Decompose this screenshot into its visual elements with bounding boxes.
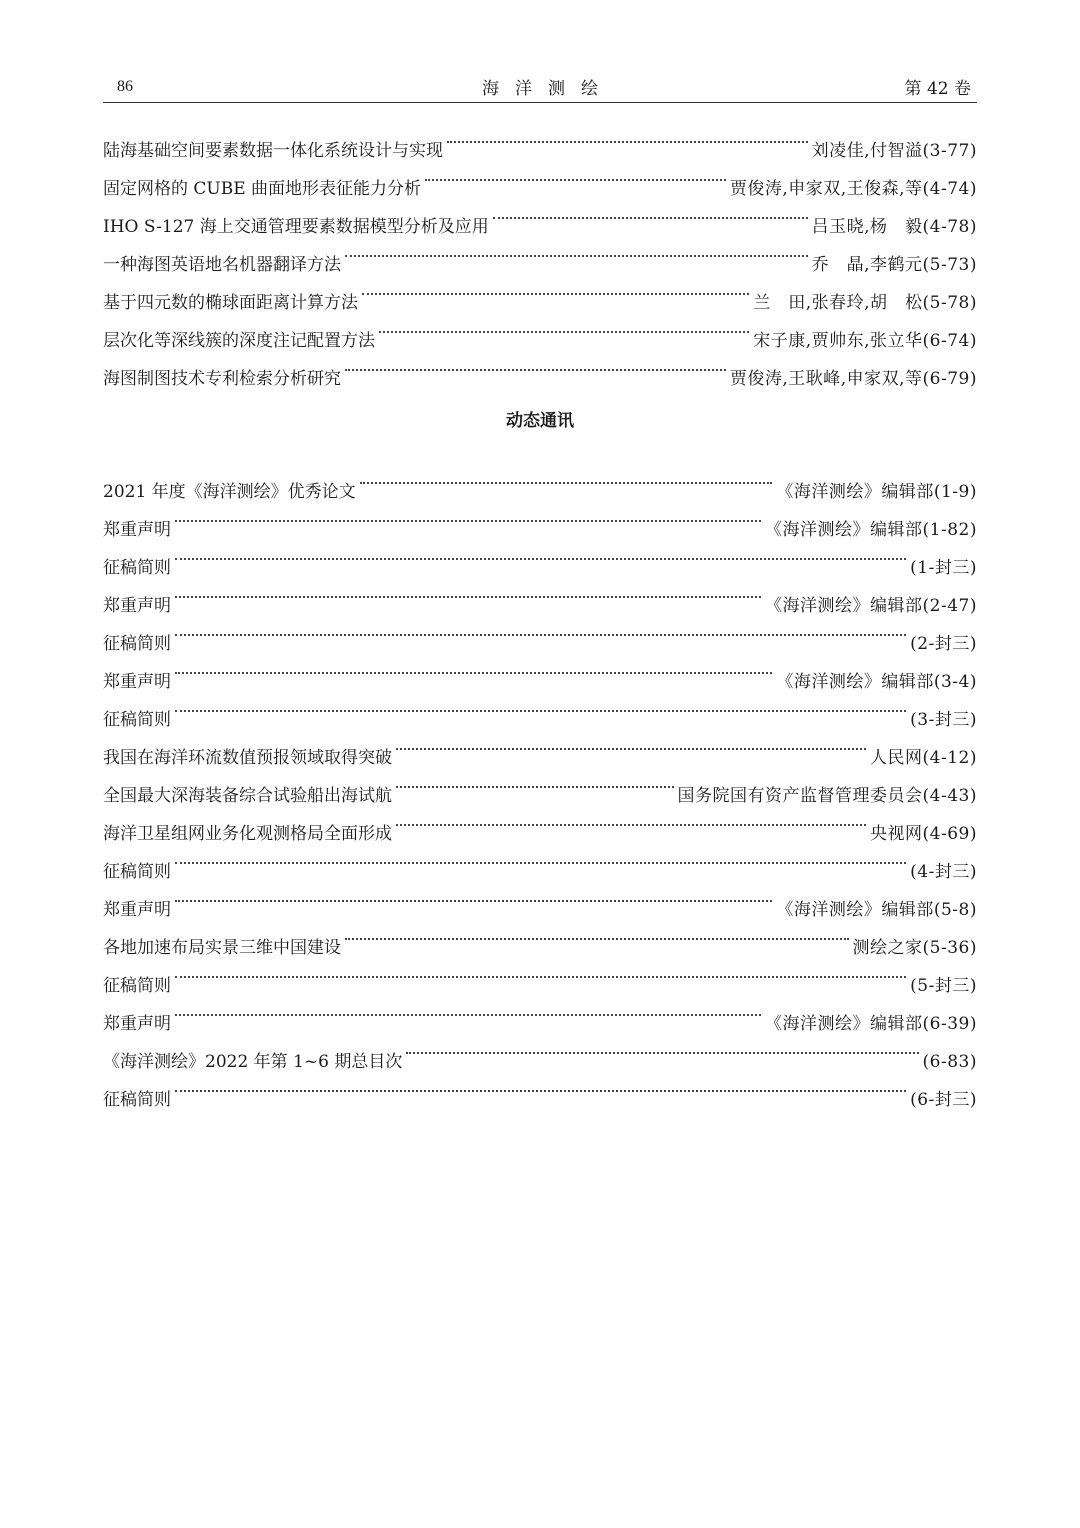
dot-leader (175, 953, 906, 991)
entry-title: 基于四元数的椭球面距离计算方法 (103, 293, 358, 313)
dot-leader (175, 839, 906, 877)
toc-entry[interactable] (103, 573, 977, 616)
entry-author: (5-封三) (910, 976, 977, 996)
entry-author: 刘凌佳,付智溢(3-77) (811, 141, 977, 161)
dot-leader (396, 725, 866, 763)
section-heading: 动态通讯 (506, 411, 574, 431)
entry-title: 郑重声明 (103, 900, 171, 920)
entry-author: (3-封三) (910, 710, 977, 730)
entry-author: (4-封三) (910, 862, 977, 882)
toc-entry[interactable] (103, 1029, 977, 1072)
entry-author: 《海洋测绘》编辑部(5-8) (776, 900, 977, 920)
dot-leader (175, 611, 906, 649)
toc-entry[interactable] (103, 991, 977, 1034)
entry-author: 吕玉晓,杨 毅(4-78) (811, 217, 977, 237)
entry-author: 《海洋测绘》编辑部(1-82) (765, 520, 977, 540)
toc-entry[interactable] (103, 725, 977, 768)
entry-title: 2021 年度《海洋测绘》优秀论文 (103, 482, 356, 502)
page-header (103, 72, 977, 103)
dot-leader (425, 156, 726, 194)
toc-entry[interactable] (103, 687, 977, 730)
entry-author: (6-83) (922, 1052, 977, 1072)
dot-leader (396, 801, 866, 839)
entry-title: 一种海图英语地名机器翻译方法 (103, 255, 341, 275)
dot-leader (362, 270, 749, 308)
dot-leader (175, 687, 906, 725)
dot-leader (345, 346, 726, 384)
entry-title: 征稿简则 (103, 976, 171, 996)
dot-leader (447, 118, 808, 156)
dot-leader (175, 1067, 906, 1105)
entry-author: (2-封三) (910, 634, 977, 654)
dot-leader (175, 535, 906, 573)
toc-entry[interactable] (103, 459, 977, 502)
entry-title: 征稿简则 (103, 634, 171, 654)
volume-label: 第 42 卷 (904, 79, 971, 99)
dot-leader (379, 308, 749, 346)
dot-leader (175, 649, 772, 687)
entry-author: 乔 晶,李鹤元(5-73) (811, 255, 977, 275)
dot-leader (175, 991, 761, 1029)
entry-author: 《海洋测绘》编辑部(1-9) (776, 482, 977, 502)
entry-title: 郑重声明 (103, 520, 171, 540)
entry-title: 层次化等深线簇的深度注记配置方法 (103, 331, 375, 351)
entry-author: 《海洋测绘》编辑部(2-47) (765, 596, 977, 616)
entry-author: 测绘之家(5-36) (852, 938, 977, 958)
entry-title: 征稿简则 (103, 862, 171, 882)
entry-title: 陆海基础空间要素数据一体化系统设计与实现 (103, 141, 443, 161)
toc-entry[interactable] (103, 915, 977, 958)
entry-title: 海洋卫星组网业务化观测格局全面形成 (103, 824, 392, 844)
entry-title: 征稿简则 (103, 558, 171, 578)
dot-leader (493, 194, 808, 232)
dot-leader (360, 459, 773, 497)
entry-author: (6-封三) (910, 1090, 977, 1110)
dot-leader (406, 1029, 918, 1067)
toc-entry[interactable] (103, 535, 977, 578)
toc-entry[interactable] (103, 649, 977, 692)
dot-leader (345, 232, 808, 270)
paper-list (103, 118, 977, 389)
entry-title: 郑重声明 (103, 1014, 171, 1034)
entry-author: 《海洋测绘》编辑部(3-4) (776, 672, 977, 692)
entry-title: IHO S-127 海上交通管理要素数据模型分析及应用 (103, 217, 489, 237)
entry-author: 贾俊涛,王耿峰,申家双,等(6-79) (729, 369, 977, 389)
page-number: 86 (117, 78, 133, 95)
journal-title: 海洋测绘 (482, 79, 614, 99)
toc-entry[interactable] (103, 1067, 977, 1110)
entry-title: 各地加速布局实景三维中国建设 (103, 938, 341, 958)
toc-entry[interactable] (103, 118, 977, 161)
entry-title: 郑重声明 (103, 596, 171, 616)
toc-entry[interactable] (103, 839, 977, 882)
entry-title: 固定网格的 CUBE 曲面地形表征能力分析 (103, 179, 422, 199)
entry-author: 人民网(4-12) (870, 748, 977, 768)
dot-leader (175, 877, 772, 915)
news-list (103, 459, 977, 1110)
entry-author: 兰 田,张春玲,胡 松(5-78) (753, 293, 977, 313)
entry-author: 宋子康,贾帅东,张立华(6-74) (753, 331, 977, 351)
entry-title: 海图制图技术专利检索分析研究 (103, 369, 341, 389)
dot-leader (345, 915, 849, 953)
entry-title: 《海洋测绘》2022 年第 1~6 期总目次 (103, 1052, 403, 1072)
dot-leader (175, 573, 761, 611)
entry-title: 征稿简则 (103, 1090, 171, 1110)
dot-leader (175, 497, 761, 535)
entry-title: 全国最大深海装备综合试验船出海试航 (103, 786, 392, 806)
entry-title: 郑重声明 (103, 672, 171, 692)
entry-author: 国务院国有资产监督管理委员会(4-43) (677, 786, 977, 806)
entry-author: 央视网(4-69) (870, 824, 977, 844)
toc-entry[interactable] (103, 953, 977, 996)
entry-author: (1-封三) (910, 558, 977, 578)
dot-leader (396, 763, 674, 801)
toc-entry[interactable] (103, 877, 977, 920)
entry-author: 《海洋测绘》编辑部(6-39) (765, 1014, 977, 1034)
entry-title: 我国在海洋环流数值预报领域取得突破 (103, 748, 392, 768)
entry-author: 贾俊涛,申家双,王俊森,等(4-74) (729, 179, 977, 199)
toc-entry[interactable] (103, 611, 977, 654)
entry-title: 征稿简则 (103, 710, 171, 730)
